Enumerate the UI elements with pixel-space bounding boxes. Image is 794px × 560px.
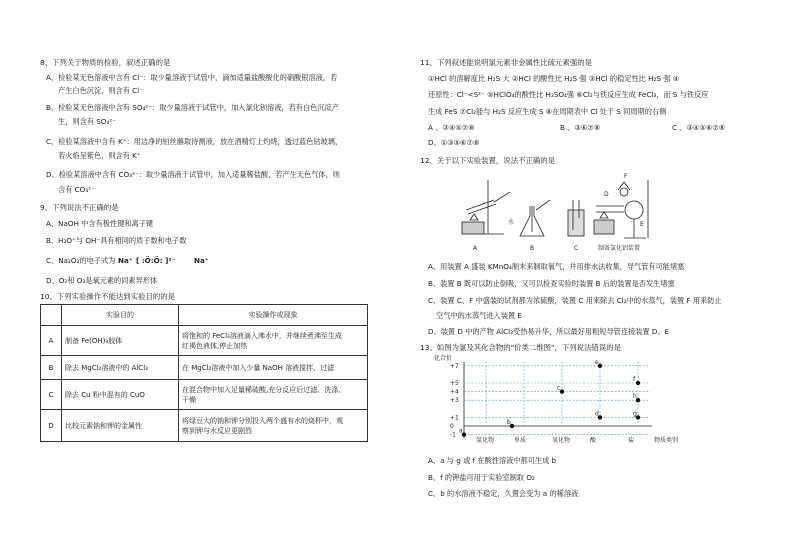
x-category-label: 盐 — [628, 437, 635, 444]
point-f — [636, 381, 640, 385]
row-option: D — [41, 410, 62, 442]
apparatus-figure — [448, 170, 668, 258]
row-goal: 制备 Fe(OH)₃胶体 — [62, 326, 179, 356]
row-goal: 除去 MgCl₂溶液中的 AlCl₃ — [62, 356, 179, 380]
q11-option-a: A 、③④⑤⑦⑧ — [428, 123, 475, 132]
point-label: f — [633, 376, 636, 383]
table-header-goal: 实验目的 — [62, 305, 179, 326]
y-tick-label: -1 — [450, 431, 456, 439]
q11-option-d: D、①③⑤⑥⑦⑧ — [428, 138, 480, 147]
q9-option-a: A、NaOH 中含有极性键和离子键 — [46, 219, 154, 228]
q12-option-c-line1: C、装置 C、F 中盛装的试剂都为浓硫酸，装置 C 用来除去 Cl₂中的水蒸气，装置 F 用来防止 — [428, 296, 722, 305]
point-c — [560, 389, 564, 393]
table-header-blank — [41, 305, 62, 326]
row-goal: 比较元素钠和钾的金属性 — [62, 410, 179, 442]
q13-stem: 13、如图为氯及其化合物的"价类二维图"，下列说法错误的是 — [420, 343, 621, 352]
table-row — [41, 380, 368, 410]
row-option: A — [41, 326, 62, 356]
q8-option-c-line1: C、检验某溶液中含有 K⁺：用洁净的铂丝蘸取待测液，放在酒精灯上灼烧，透过蓝色钴玻璃， — [46, 137, 343, 146]
fig-label-d: D — [604, 191, 609, 198]
table-header-operation: 实验操作或现象 — [179, 305, 368, 326]
x-category-label: 酸 — [590, 437, 597, 444]
q11-option-b: B 、③⑥⑦⑧ — [560, 123, 601, 132]
q8-option-d-line1: D、检验某溶液中含有 CO₃²⁻：取少量溶液于试管中，加入适量稀盐酸，若产生无色气体，则 — [46, 170, 340, 179]
q12-option-c-line2: 空气中的水蒸气进入装置 E — [436, 311, 522, 320]
fig-label-a: A — [473, 245, 478, 252]
operation-line1: 将绿豆大的钠和钾分别投入两个盛有水的烧杯中，观 — [182, 416, 343, 425]
q13-option-a: A、a 与 g 或 f 在酸性溶液中都可生成 b — [428, 456, 557, 465]
q8-option-c-line2: 若火焰呈紫色，则含有 K⁺ — [58, 151, 141, 160]
operation-line1: 将饱和的 FeCl₃溶液滴入沸水中，并继续煮沸至生成 — [182, 331, 342, 340]
q12-option-a: A、用装置 A 盛装 KMnO₄制末来制取氧气，并用排水法收集，导气管有可能堵塞 — [428, 262, 685, 271]
table-header-row — [41, 305, 368, 326]
q8-option-d-line2: 含有 CO₃²⁻ — [58, 185, 95, 194]
row-option: B — [41, 356, 62, 380]
q11-line2: 还原性：Cl⁻<S²⁻ ⑤HClO₄的酸性比 H₂SO₄强 ⑥Cl₂与铁反应生成 FeCl₃，而 S 与铁反应 — [428, 90, 709, 99]
point-label: g — [633, 410, 637, 418]
x-category-label: 氢化物 — [476, 437, 495, 444]
q12-stem: 12、关于以下实验装置，说法不正确的是 — [420, 156, 556, 165]
q11-option-c: C 、③④⑤⑥⑦⑧ — [672, 123, 726, 132]
operation-line1: 在 MgCl₂溶液中加入少量 NaOH 溶液搅拌、过滤 — [182, 363, 335, 372]
q11-line1: ①HCl 的溶解度比 H₂S 大 ②HCl 的酸性比 H₂S 强 ③HCl 的稳定性比 H₂S 强 ④ — [428, 74, 680, 83]
point-label: h — [633, 393, 637, 401]
fig-label-f: F — [624, 173, 628, 180]
operation-line2: 察到钾与水反应更剧烈 — [182, 426, 252, 435]
y-tick-label: +4 — [450, 388, 459, 396]
q13-option-b: B、f 的钾盐可用于实验室制取 O₂ — [428, 473, 535, 482]
row-operation — [179, 356, 368, 380]
row-option: C — [41, 380, 62, 410]
point-label: b — [507, 419, 511, 426]
q11-stem: 11、下列叙述能说明氯元素非金属性比硫元素强的是 — [420, 58, 593, 67]
q8-option-a-line2: 产生白色沉淀，则含有 Cl⁻ — [58, 86, 143, 95]
q13-option-c: C、b 的水溶液不稳定，久置会变为 a 的稀溶液 — [428, 489, 579, 498]
q8-option-b-line2: 生，则含有 SO₄²⁻ — [58, 117, 116, 126]
y-tick-label: +1 — [450, 414, 459, 422]
chart-xlabel: 物质类别 — [654, 437, 679, 444]
q8-option-a-line1: A、检验某无色溶液中含有 Cl⁻：取少量溶液于试管中，滴加适量盐酸酸化的硝酸银溶液，若 — [46, 73, 338, 82]
operation-line1: 在混合物中加入足量稀硫酸,充分反应后过滤、洗涤、 — [182, 385, 346, 394]
operation-line2: 干燥 — [182, 395, 196, 404]
fig-label-water: 水 — [508, 219, 515, 226]
q10-table — [40, 304, 368, 442]
fig-label-c: C — [574, 245, 579, 252]
valence-chart — [420, 350, 710, 456]
row-goal: 除去 Cu 粉中混有的 CuO — [62, 380, 179, 410]
electron-formula-peroxide: [ :Ö:Ö: ]²⁻ — [136, 256, 176, 265]
point-label: d — [595, 410, 599, 418]
chart-ylabel: 化合价 — [434, 355, 453, 362]
x-category-label: 单质 — [514, 437, 527, 444]
point-label: e — [595, 358, 599, 366]
table-row — [41, 410, 368, 442]
electron-formula-na-left: Na⁺ — [118, 256, 133, 265]
table-row — [41, 326, 368, 356]
y-tick-label: +5 — [450, 380, 459, 387]
q10-stem: 10、下列实验操作不能达到实验目的的是 — [40, 292, 176, 301]
y-tick-label: +7 — [450, 362, 459, 370]
operation-line2: 红褐色液体,停止加热 — [182, 341, 248, 350]
table-row — [41, 356, 368, 380]
y-tick-label: 0 — [450, 423, 454, 430]
x-category-label: 氧化物 — [552, 437, 571, 444]
fig-label-e: E — [640, 221, 644, 228]
row-operation — [179, 326, 368, 356]
point-label: a — [459, 427, 463, 435]
fig-caption: 制备氯化铝装置 — [598, 245, 641, 252]
q8-stem: 8、下列关于物质的检验，叙述正确的是 — [40, 58, 171, 67]
q9-option-c: C、Na₂O₂的电子式为 — [46, 256, 116, 265]
q9-stem: 9、下列说法不正确的是 — [40, 203, 119, 212]
row-operation — [179, 380, 368, 410]
q8-option-b-line1: B、检验某无色溶液中含有 SO₄²⁻：取少量溶液于试管中，加入氯化钡溶液，若有白色沉淀产 — [46, 103, 339, 112]
y-tick-label: +3 — [450, 397, 459, 405]
point-label: c — [557, 384, 561, 392]
electron-formula-na-right: Na⁺ — [194, 256, 209, 265]
q11-line3: 生成 FeS ⑦Cl₂能与 H₂S 反应生成 S ⑧在周期表中 Cl 处于 S 同周期的右侧 — [428, 107, 667, 116]
q9-option-b: B、H₃O⁺与 OH⁻具有相同的质子数和电子数 — [46, 236, 187, 245]
q12-option-b: B、装置 B 既可以防止倒吸，又可以检查实验时装置 B 后的装置是否发生堵塞 — [428, 279, 675, 288]
row-operation — [179, 410, 368, 442]
q12-option-d: D、装置 D 中的产物 AlCl₃受热易升华，所以最好用粗短导管连接装置 D、E — [428, 327, 670, 336]
q9-option-d: D、O₂和 O₃是氧元素的同素异形体 — [46, 276, 158, 285]
fig-label-b: B — [530, 245, 535, 252]
